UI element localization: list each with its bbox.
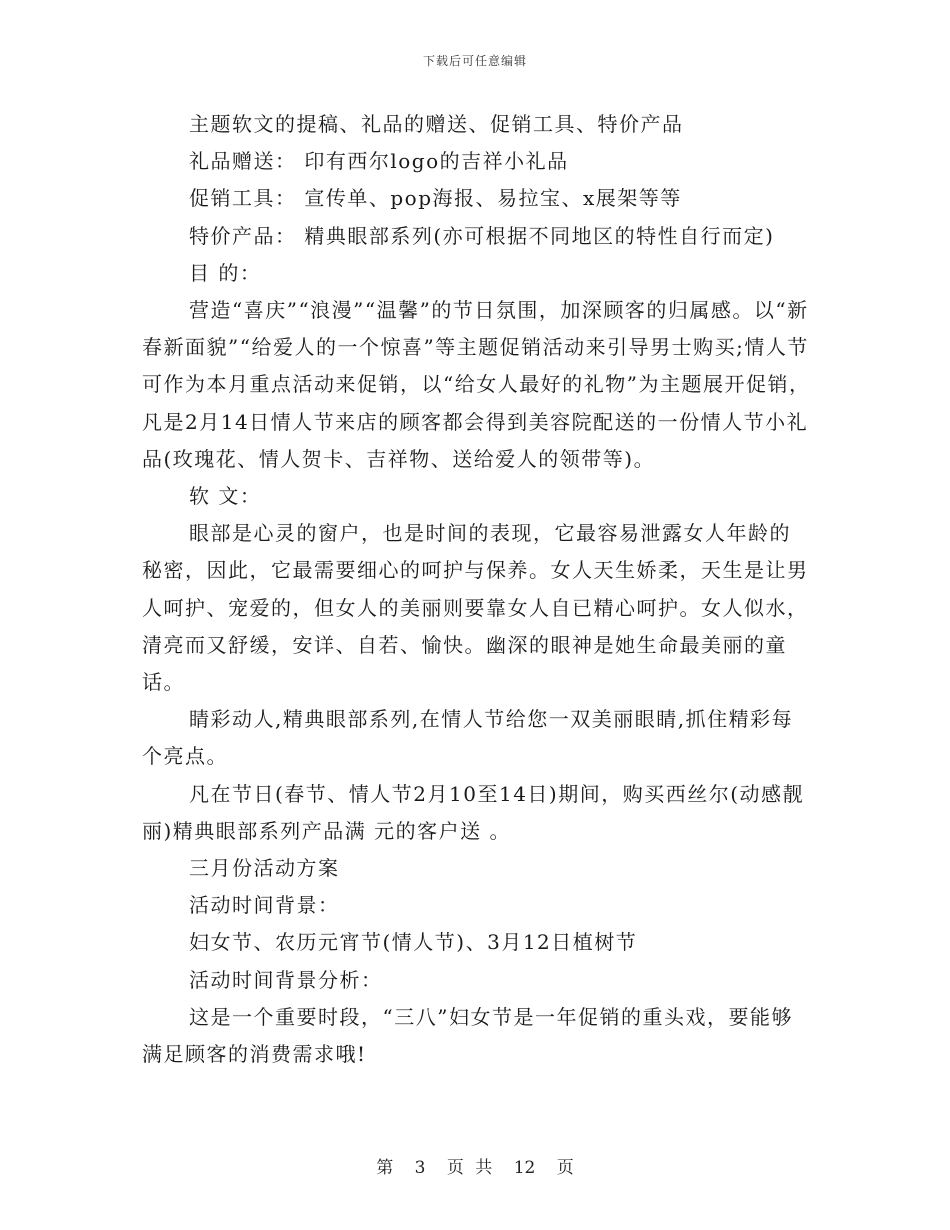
text-line-festivals: 妇女节、农历元宵节(情人节)、3月12日植树节	[189, 930, 638, 955]
current-page-number: 3	[414, 1158, 426, 1178]
paragraph-charm: 睛彩动人,精典眼部系列,在情人节给您一双美丽眼睛,抓住精彩每个亮点。	[142, 707, 794, 769]
paragraph-analysis: 这是一个重要时段，“三八”妇女节是一年促销的重头戏，要能够满足顾客的消费需求哦!	[142, 1004, 793, 1067]
text-line-special-products: 特价产品： 精典眼部系列(亦可根据不同地区的特性自行而定)	[189, 223, 775, 248]
total-page-count: 12	[513, 1158, 536, 1178]
footer-prefix: 第	[376, 1158, 394, 1178]
paragraph-purpose: 营造“喜庆”“浪漫”“温馨”的节日氛围，加深顾客的归属感。以“新春新面貌”“给爱人的一个惊喜”等主题促销活动来引导男士购买;情人节可作为本月重点活动来促销，以“给女人最好的礼物”为主题展开促销，凡是2月14日情人节来店的顾客都会得到美容院配送的一份情人节小礼品(玫瑰花、情人贺卡、吉祥物、送给爱人的领带等)。	[142, 298, 811, 471]
paragraph-offer: 凡在节日(春节、情人节2月10至14日)期间，购买西丝尔(动感靓丽)精典眼部系列产品满 元的客户送 。	[142, 781, 805, 843]
footer-suffix: 页	[556, 1158, 574, 1178]
text-line-gifts: 礼品赠送： 印有西尔logo的吉祥小礼品	[189, 149, 569, 174]
page-footer	[0, 1153, 950, 1178]
paragraph-eyes: 眼部是心灵的窗户，也是时间的表现，它最容易泄露女人年龄的秘密，因此，它最需要细心的呵护与保养。女人天生娇柔，天生是让男人呵护、宠爱的，但女人的美丽则要靠女人自已精心呵护。女人似水，清亮而又舒缓，安详、自若、愉快。幽深的眼神是她生命最美丽的童话。	[142, 521, 809, 695]
heading-activity-background: 活动时间背景：	[189, 893, 340, 918]
document-body	[142, 106, 812, 1073]
page-header: 下载后可任意编辑	[422, 54, 527, 68]
heading-background-analysis: 活动时间背景分析：	[189, 967, 383, 992]
heading-purpose: 目 的：	[189, 260, 262, 285]
footer-middle: 页 共	[446, 1158, 493, 1178]
text-line-promo-tools: 促销工具： 宣传单、pop海报、易拉宝、x展架等等	[189, 186, 682, 211]
heading-soft-text: 软 文：	[189, 484, 262, 509]
text-line-topics: 主题软文的提稿、礼品的赠送、促销工具、特价产品	[189, 112, 684, 136]
heading-march-plan: 三月份活动方案	[189, 856, 340, 881]
